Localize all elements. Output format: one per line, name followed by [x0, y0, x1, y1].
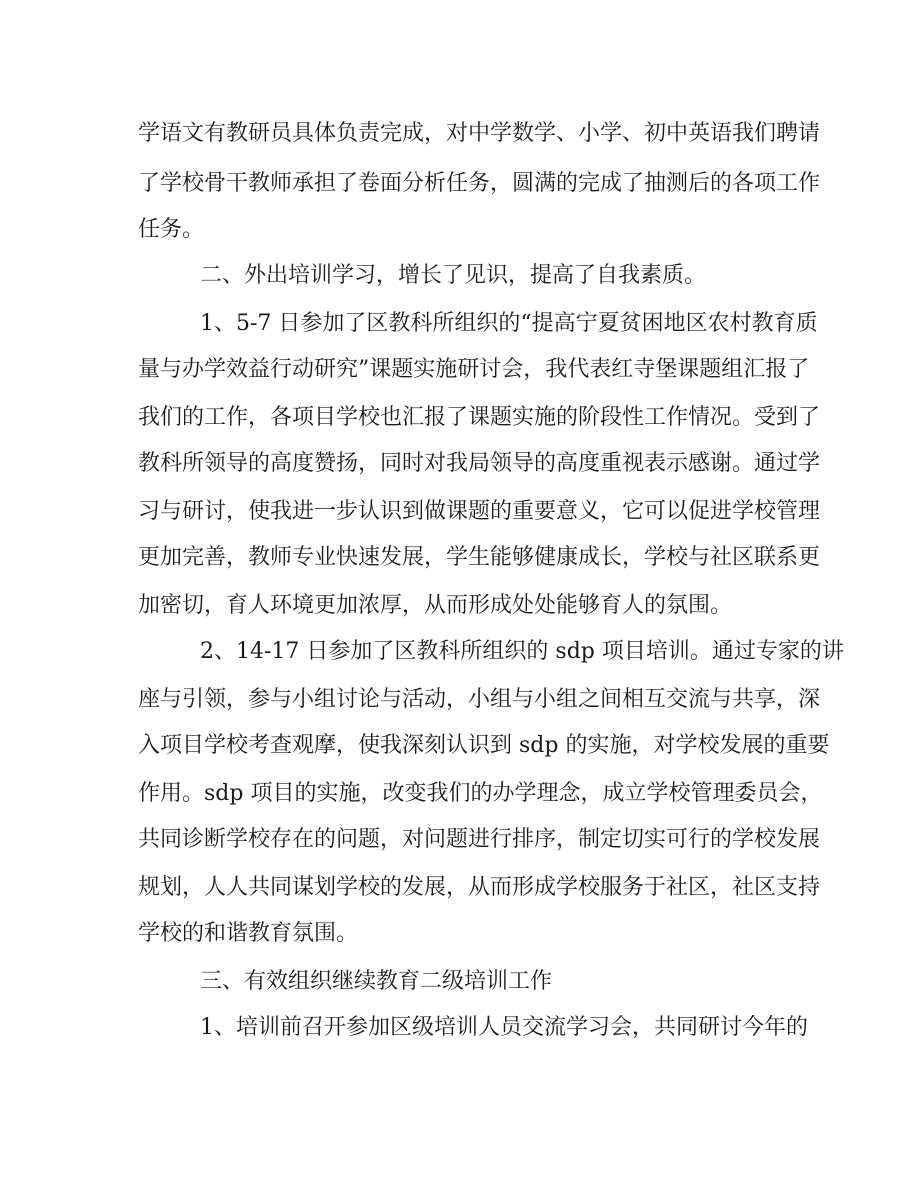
section-heading: 二、外出培训学习，增长了见识，提高了自我素质。	[200, 263, 707, 288]
text-line: 任务。	[138, 217, 205, 242]
text-line: 1、培训前召开参加区级培训人员交流学习会，共同研讨今年的	[200, 1015, 808, 1040]
text-line: 学校的和谐教育氛围。	[138, 921, 359, 946]
text-line: 教科所领导的高度赞扬，同时对我局领导的高度重视表示感谢。通过学	[138, 451, 821, 476]
text-line: 习与研讨，使我进一步认识到做课题的重要意义，它可以促进学校管理	[138, 499, 821, 524]
section-heading: 三、有效组织继续教育二级培训工作	[200, 969, 553, 994]
text-line: 1、5-7 日参加了区教科所组织的“提高宁夏贫困地区农村教育质	[200, 311, 818, 336]
text-line: 座与引领，参与小组讨论与活动，小组与小组之间相互交流与共享，深	[138, 687, 821, 712]
text-line: 学语文有教研员具体负责完成，对中学数学、小学、初中英语我们聘请	[138, 121, 821, 146]
text-line: 量与办学效益行动研究”课题实施研讨会，我代表红寺堡课题组汇报了	[138, 357, 810, 382]
text-line: 了学校骨干教师承担了卷面分析任务，圆满的完成了抽测后的各项工作	[138, 171, 821, 196]
text-line: 2、14-17 日参加了区教科所组织的 sdp 项目培训。通过专家的讲	[200, 639, 844, 664]
text-line: 我们的工作，各项目学校也汇报了课题实施的阶段性工作情况。受到了	[138, 405, 821, 430]
text-line: 入项目学校考查观摩，使我深刻认识到 sdp 的实施，对学校发展的重要	[138, 733, 830, 758]
text-line: 更加完善，教师专业快速发展，学生能够健康成长，学校与社区联系更	[138, 545, 821, 570]
text-line: 作用。sdp 项目的实施，改变我们的办学理念，成立学校管理委员会，	[138, 781, 823, 806]
text-line: 共同诊断学校存在的问题，对问题进行排序，制定切实可行的学校发展	[138, 827, 821, 852]
text-line: 规划，人人共同谋划学校的发展，从而形成学校服务于社区，社区支持	[138, 875, 821, 900]
text-line: 加密切，育人环境更加浓厚，从而形成处处能够育人的氛围。	[138, 593, 733, 618]
